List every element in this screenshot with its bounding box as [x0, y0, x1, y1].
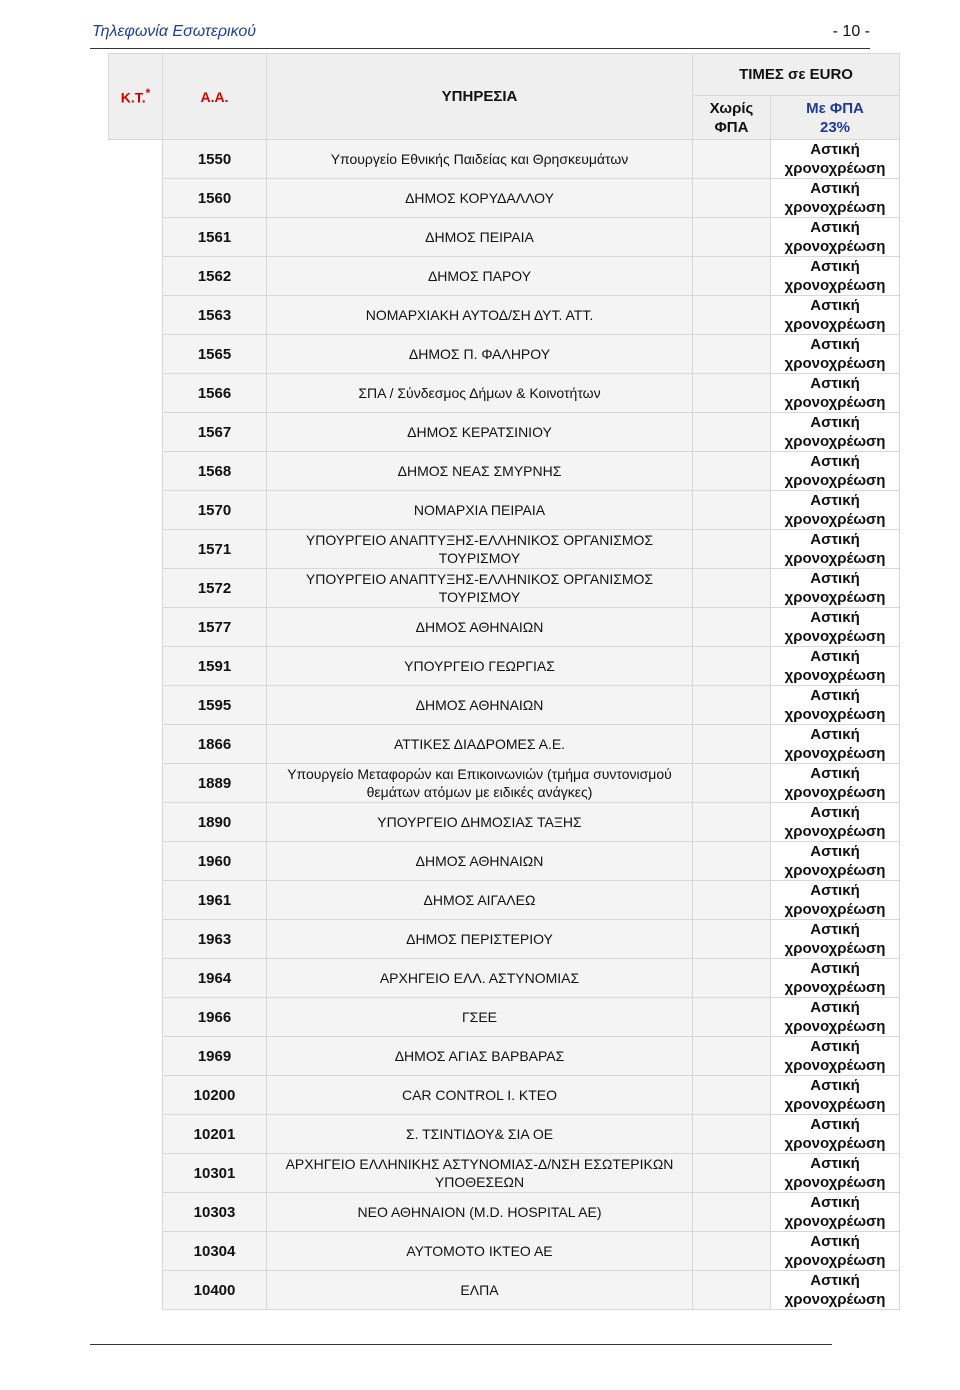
table-row [109, 959, 900, 998]
row-service: Υπουργείο Εθνικής Παιδείας και Θρησκευμάτων [267, 140, 693, 179]
row-service: ΔΗΜΟΣ ΚΕΡΑΤΣΙΝΙΟΥ [267, 413, 693, 452]
price-label: Αστική [810, 999, 860, 1016]
row-service: ΝΟΜΑΡΧΙΑ ΠΕΙΡΑΙΑ [267, 491, 693, 530]
price-label: Αστική [810, 414, 860, 431]
row-price-with-vat [771, 452, 900, 491]
price-type: χρονοχρέωση [784, 355, 886, 372]
row-service: ΔΗΜΟΣ ΠΕΡΙΣΤΕΡΙΟΥ [267, 920, 693, 959]
row-spacer [109, 881, 163, 920]
table-row [109, 998, 900, 1037]
row-service: ΑΡΧΗΓΕΙΟ ΕΛΛ. ΑΣΤΥΝΟΜΙΑΣ [267, 959, 693, 998]
table-row [109, 179, 900, 218]
row-spacer [109, 803, 163, 842]
row-spacer [109, 1232, 163, 1271]
price-type: χρονοχρέωση [784, 1213, 886, 1230]
row-spacer [109, 413, 163, 452]
row-spacer [109, 725, 163, 764]
row-spacer [109, 1037, 163, 1076]
row-spacer [109, 179, 163, 218]
price-label: Αστική [810, 1038, 860, 1055]
header-with-vat: Με ΦΠΑ 23% [771, 96, 900, 140]
price-label: Αστική [810, 687, 860, 704]
row-service: ΔΗΜΟΣ ΑΘΗΝΑΙΩΝ [267, 842, 693, 881]
row-spacer [109, 842, 163, 881]
table-row [109, 647, 900, 686]
price-type: χρονοχρέωση [784, 550, 886, 567]
row-price-no-vat [693, 140, 771, 179]
table-row [109, 140, 900, 179]
price-type: χρονοχρέωση [784, 745, 886, 762]
row-price-no-vat [693, 608, 771, 647]
row-spacer [109, 1271, 163, 1310]
row-price-no-vat [693, 803, 771, 842]
row-price-with-vat [771, 491, 900, 530]
row-code: 1562 [163, 257, 267, 296]
row-price-no-vat [693, 1154, 771, 1193]
price-type: χρονοχρέωση [784, 1135, 886, 1152]
row-price-with-vat [771, 1193, 900, 1232]
price-label: Αστική [810, 1116, 860, 1133]
price-label: Αστική [810, 882, 860, 899]
row-service: ΔΗΜΟΣ ΝΕΑΣ ΣΜΥΡΝΗΣ [267, 452, 693, 491]
row-price-with-vat [771, 959, 900, 998]
row-spacer [109, 1115, 163, 1154]
row-service: ΔΗΜΟΣ ΠΕΙΡΑΙΑ [267, 218, 693, 257]
price-type: χρονοχρέωση [784, 589, 886, 606]
row-code: 1563 [163, 296, 267, 335]
row-service: ΔΗΜΟΣ ΠΑΡΟΥ [267, 257, 693, 296]
row-spacer [109, 1193, 163, 1232]
price-label: Αστική [810, 804, 860, 821]
row-service: ΣΠΑ / Σύνδεσμος Δήμων & Κοινοτήτων [267, 374, 693, 413]
row-price-with-vat [771, 296, 900, 335]
row-price-with-vat [771, 608, 900, 647]
row-code: 1567 [163, 413, 267, 452]
row-price-with-vat [771, 647, 900, 686]
row-code: 10201 [163, 1115, 267, 1154]
row-service: Σ. ΤΣΙΝΤΙΔΟΥ& ΣΙΑ ΟΕ [267, 1115, 693, 1154]
table-row [109, 803, 900, 842]
row-code: 10301 [163, 1154, 267, 1193]
price-label: Αστική [810, 492, 860, 509]
footnote-mark: * [145, 87, 151, 101]
header-service: ΥΠΗΡΕΣΙΑ [267, 54, 693, 140]
row-price-with-vat [771, 725, 900, 764]
row-code: 1566 [163, 374, 267, 413]
row-code: 1577 [163, 608, 267, 647]
price-type: χρονοχρέωση [784, 706, 886, 723]
table-row [109, 920, 900, 959]
table-row [109, 686, 900, 725]
row-price-no-vat [693, 686, 771, 725]
price-label: Αστική [810, 609, 860, 626]
row-price-with-vat [771, 218, 900, 257]
row-price-with-vat [771, 1232, 900, 1271]
row-price-no-vat [693, 413, 771, 452]
table-row [109, 1115, 900, 1154]
price-type: χρονοχρέωση [784, 433, 886, 450]
row-price-no-vat [693, 296, 771, 335]
row-price-no-vat [693, 1076, 771, 1115]
row-spacer [109, 491, 163, 530]
price-label: Αστική [810, 375, 860, 392]
row-price-with-vat [771, 764, 900, 803]
row-service: ΔΗΜΟΣ ΑΘΗΝΑΙΩΝ [267, 608, 693, 647]
row-code: 1890 [163, 803, 267, 842]
price-label: Αστική [810, 531, 860, 548]
row-code: 1889 [163, 764, 267, 803]
row-price-with-vat [771, 803, 900, 842]
row-service: ΝΕΟ ΑΘΗΝΑΙΟΝ (M.D. HOSPITAL AE) [267, 1193, 693, 1232]
table-row [109, 842, 900, 881]
price-type: χρονοχρέωση [784, 394, 886, 411]
row-service: ΑΥΤΟΜΟΤΟ ΙΚΤΕΟ ΑΕ [267, 1232, 693, 1271]
table-row [109, 1037, 900, 1076]
row-price-no-vat [693, 881, 771, 920]
row-price-no-vat [693, 491, 771, 530]
row-spacer [109, 374, 163, 413]
row-price-with-vat [771, 530, 900, 569]
row-service: ΥΠΟΥΡΓΕΙΟ ΔΗΜΟΣΙΑΣ ΤΑΞΗΣ [267, 803, 693, 842]
row-spacer [109, 1154, 163, 1193]
table-row [109, 374, 900, 413]
row-service: ΔΗΜΟΣ ΚΟΡΥΔΑΛΛΟΥ [267, 179, 693, 218]
row-price-no-vat [693, 920, 771, 959]
table-row [109, 452, 900, 491]
row-service: ΔΗΜΟΣ ΑΘΗΝΑΙΩΝ [267, 686, 693, 725]
row-price-no-vat [693, 569, 771, 608]
price-label: Αστική [810, 648, 860, 665]
price-label: Αστική [810, 1155, 860, 1172]
price-label: Αστική [810, 1233, 860, 1250]
row-service: ΥΠΟΥΡΓΕΙΟ ΓΕΩΡΓΙΑΣ [267, 647, 693, 686]
row-price-no-vat [693, 257, 771, 296]
row-service: Υπουργείο Μεταφορών και Επικοινωνιών (τμήμα συντονισμού θεμάτων ατόμων με ειδικές ανάγκες) [267, 764, 693, 803]
price-label: Αστική [810, 141, 860, 158]
row-code: 1570 [163, 491, 267, 530]
row-code: 1963 [163, 920, 267, 959]
row-price-with-vat [771, 881, 900, 920]
table-row [109, 218, 900, 257]
row-price-no-vat [693, 530, 771, 569]
row-service: ΕΛΠΑ [267, 1271, 693, 1310]
price-type: χρονοχρέωση [784, 979, 886, 996]
price-label: Αστική [810, 765, 860, 782]
price-type: χρονοχρέωση [784, 1018, 886, 1035]
row-code: 1960 [163, 842, 267, 881]
price-type: χρονοχρέωση [784, 784, 886, 801]
row-spacer [109, 920, 163, 959]
row-code: 10303 [163, 1193, 267, 1232]
price-type: χρονοχρέωση [784, 160, 886, 177]
row-price-no-vat [693, 452, 771, 491]
price-label: Αστική [810, 1194, 860, 1211]
table-row [109, 1076, 900, 1115]
row-price-no-vat [693, 725, 771, 764]
row-code: 1964 [163, 959, 267, 998]
row-price-no-vat [693, 179, 771, 218]
row-price-with-vat [771, 413, 900, 452]
row-spacer [109, 296, 163, 335]
price-type: χρονοχρέωση [784, 667, 886, 684]
row-spacer [109, 218, 163, 257]
row-price-no-vat [693, 959, 771, 998]
row-spacer [109, 140, 163, 179]
row-code: 1969 [163, 1037, 267, 1076]
pricing-table [108, 53, 900, 1310]
row-spacer [109, 569, 163, 608]
row-price-with-vat [771, 998, 900, 1037]
row-price-no-vat [693, 647, 771, 686]
price-type: χρονοχρέωση [784, 472, 886, 489]
row-spacer [109, 647, 163, 686]
row-spacer [109, 686, 163, 725]
row-price-with-vat [771, 335, 900, 374]
table-row [109, 335, 900, 374]
price-type: χρονοχρέωση [784, 628, 886, 645]
price-type: χρονοχρέωση [784, 1096, 886, 1113]
row-price-with-vat [771, 374, 900, 413]
row-code: 1961 [163, 881, 267, 920]
row-price-with-vat [771, 920, 900, 959]
table-row [109, 1154, 900, 1193]
row-service: ΔΗΜΟΣ ΑΙΓΑΛΕΩ [267, 881, 693, 920]
row-price-with-vat [771, 1076, 900, 1115]
row-price-no-vat [693, 998, 771, 1037]
row-code: 1550 [163, 140, 267, 179]
row-price-with-vat [771, 1271, 900, 1310]
row-price-with-vat [771, 179, 900, 218]
row-price-with-vat [771, 257, 900, 296]
table-row [109, 725, 900, 764]
row-code: 1572 [163, 569, 267, 608]
row-service: ΥΠΟΥΡΓΕΙΟ ΑΝΑΠΤΥΞΗΣ-ΕΛΛΗΝΙΚΟΣ ΟΡΓΑΝΙΣΜΟΣ ΤΟΥΡΙΣΜΟΥ [267, 569, 693, 608]
header-no-vat: Χωρίς ΦΠΑ [693, 96, 771, 140]
row-code: 1568 [163, 452, 267, 491]
row-spacer [109, 335, 163, 374]
row-code: 1591 [163, 647, 267, 686]
table-row [109, 530, 900, 569]
row-price-no-vat [693, 335, 771, 374]
row-code: 10200 [163, 1076, 267, 1115]
page-number: - 10 - [832, 23, 870, 40]
row-service: CAR CONTROL Ι. ΚΤΕΟ [267, 1076, 693, 1115]
price-label: Αστική [810, 1077, 860, 1094]
table-row [109, 1232, 900, 1271]
header-prices: ΤΙΜΕΣ σε EURO [693, 54, 900, 96]
price-label: Αστική [810, 453, 860, 470]
price-type: χρονοχρέωση [784, 1291, 886, 1308]
price-label: Αστική [810, 336, 860, 353]
row-service: ΑΡΧΗΓΕΙΟ ΕΛΛΗΝΙΚΗΣ ΑΣΤΥΝΟΜΙΑΣ-Δ/ΝΣΗ ΕΣΩΤΕΡΙΚΩΝ ΥΠΟΘΕΣΕΩΝ [267, 1154, 693, 1193]
header-kt: Κ.Τ.* [109, 54, 163, 140]
table-row [109, 1271, 900, 1310]
row-service: ΓΣΕΕ [267, 998, 693, 1037]
row-price-no-vat [693, 1115, 771, 1154]
row-spacer [109, 998, 163, 1037]
table-row [109, 608, 900, 647]
row-service: ΔΗΜΟΣ Π. ΦΑΛΗΡΟΥ [267, 335, 693, 374]
row-code: 1565 [163, 335, 267, 374]
row-price-with-vat [771, 1115, 900, 1154]
table-row [109, 764, 900, 803]
table-row [109, 413, 900, 452]
row-code: 1571 [163, 530, 267, 569]
price-type: χρονοχρέωση [784, 940, 886, 957]
row-service: ΝΟΜΑΡΧΙΑΚΗ ΑΥΤΟΔ/ΣΗ ΔΥΤ. ΑΤΤ. [267, 296, 693, 335]
row-spacer [109, 530, 163, 569]
row-price-no-vat [693, 1232, 771, 1271]
row-code: 1595 [163, 686, 267, 725]
price-label: Αστική [810, 1272, 860, 1289]
table-row [109, 569, 900, 608]
price-label: Αστική [810, 726, 860, 743]
table-row [109, 296, 900, 335]
row-price-with-vat [771, 686, 900, 725]
row-price-with-vat [771, 569, 900, 608]
price-label: Αστική [810, 297, 860, 314]
row-service: ΔΗΜΟΣ ΑΓΙΑΣ ΒΑΡΒΑΡΑΣ [267, 1037, 693, 1076]
row-spacer [109, 452, 163, 491]
row-price-with-vat [771, 1154, 900, 1193]
row-price-no-vat [693, 1271, 771, 1310]
row-code: 1561 [163, 218, 267, 257]
price-label: Αστική [810, 843, 860, 860]
price-label: Αστική [810, 180, 860, 197]
row-code: 10304 [163, 1232, 267, 1271]
price-type: χρονοχρέωση [784, 238, 886, 255]
row-service: ΑΤΤΙΚΕΣ ΔΙΑΔΡΟΜΕΣ Α.Ε. [267, 725, 693, 764]
price-label: Αστική [810, 258, 860, 275]
row-service: ΥΠΟΥΡΓΕΙΟ ΑΝΑΠΤΥΞΗΣ-ΕΛΛΗΝΙΚΟΣ ΟΡΓΑΝΙΣΜΟΣ ΤΟΥΡΙΣΜΟΥ [267, 530, 693, 569]
price-type: χρονοχρέωση [784, 823, 886, 840]
price-type: χρονοχρέωση [784, 1174, 886, 1191]
price-label: Αστική [810, 219, 860, 236]
table-row [109, 881, 900, 920]
row-price-no-vat [693, 374, 771, 413]
price-label: Αστική [810, 960, 860, 977]
price-type: χρονοχρέωση [784, 277, 886, 294]
row-spacer [109, 1076, 163, 1115]
row-spacer [109, 608, 163, 647]
row-code: 1560 [163, 179, 267, 218]
row-price-no-vat [693, 764, 771, 803]
price-label: Αστική [810, 570, 860, 587]
row-code: 1966 [163, 998, 267, 1037]
row-spacer [109, 959, 163, 998]
price-type: χρονοχρέωση [784, 199, 886, 216]
row-price-no-vat [693, 1193, 771, 1232]
price-type: χρονοχρέωση [784, 862, 886, 879]
row-price-no-vat [693, 1037, 771, 1076]
price-type: χρονοχρέωση [784, 1252, 886, 1269]
table-row [109, 1193, 900, 1232]
header-aa: Α.Α. [163, 54, 267, 140]
row-price-no-vat [693, 842, 771, 881]
row-price-with-vat [771, 842, 900, 881]
row-price-no-vat [693, 218, 771, 257]
table-row [109, 257, 900, 296]
footer-divider [90, 1344, 832, 1345]
price-label: Αστική [810, 921, 860, 938]
row-price-with-vat [771, 1037, 900, 1076]
page-header [90, 18, 870, 49]
row-code: 10400 [163, 1271, 267, 1310]
price-type: χρονοχρέωση [784, 1057, 886, 1074]
row-spacer [109, 257, 163, 296]
table-row [109, 491, 900, 530]
page-title: Τηλεφωνία Εσωτερικού [92, 23, 257, 40]
row-spacer [109, 764, 163, 803]
row-code: 1866 [163, 725, 267, 764]
row-price-with-vat [771, 140, 900, 179]
price-type: χρονοχρέωση [784, 901, 886, 918]
price-type: χρονοχρέωση [784, 511, 886, 528]
price-type: χρονοχρέωση [784, 316, 886, 333]
